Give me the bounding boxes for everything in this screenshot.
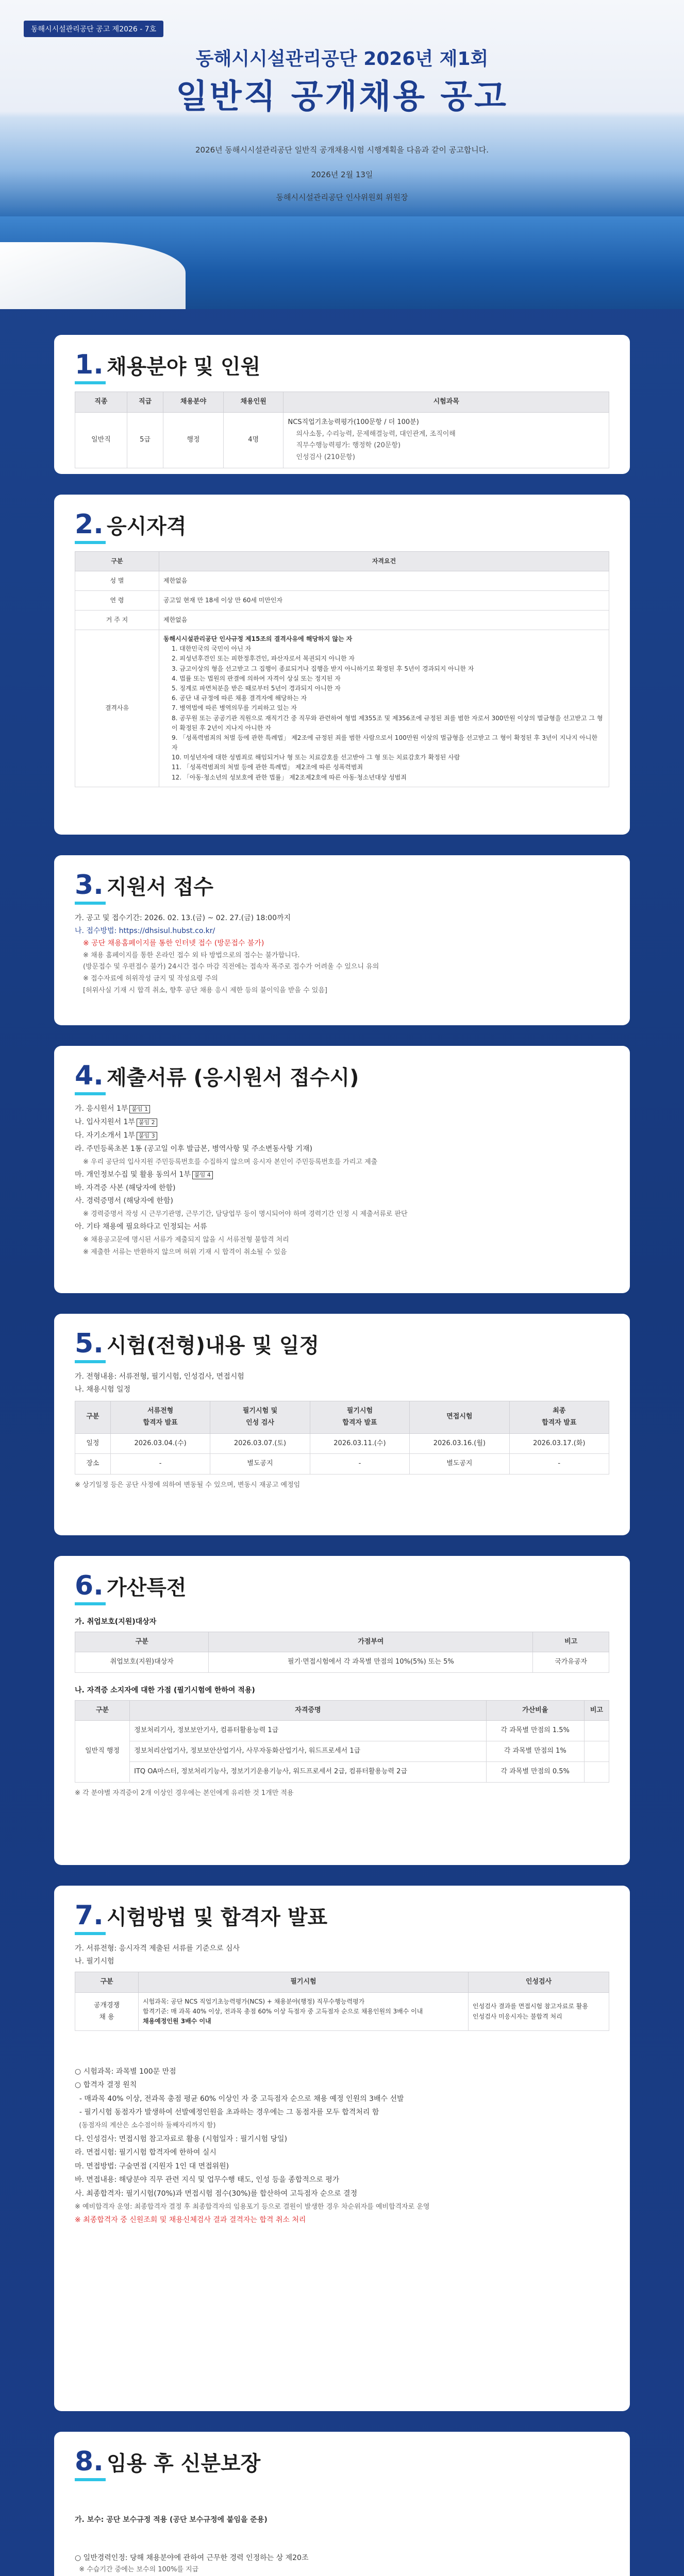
bonus-target-table: 구분 가점부여 비고 취업보호(지원)대상자 필기·면접시험에서 각 과목별 만점의 10%(5%) 또는 5% 국가유공자 [75, 1632, 609, 1673]
qualification-table: 구분 자격요건 성 별 제한없음 연 령 공고일 현재 만 18세 이상 만 60세 미만인자 거 주 지 제한없음 결격사유 동해시시설관리공단 인사규정 제15조의 결격사유에 해당하지 않는 자 1. 대한민국의 국민이 아닌 자 2. 피성년후견인 또는 피한정후견인, 파산자로서 복권되지 아니한 자 3. 금고이상의 형을 선고받고 그 집행이 종료되거나 집행을 받지 아니하기로 확정된 후 5년이 경과되지 아니한 자 4. 법률 또는 법원의 판결에 의하여 자격이 상실 또는 정지된 자 5. 징계로 파면처분을 받은 때로부터 5년이 경과되지 아니한 자 6. 공단 내 규정에 따른 채용 결격자에 해당하는 자 7. 병역법에 따른 병역의무를 기피하고 있는 자 8. 공무원 또는 공공기관 직원으로 재직기간 중 직무와 관련하여 형법 제355조 및 제356조에 규정된 죄를 범한 자로서 300만원 이상의 벌금형을 선고받고 그 형이 확정된 후 2년이 지나지 아니한 자 9. 「성폭력범죄의 처벌 등에 관한 특례법」 제2조에 규정된 죄를 범한 사람으로서 100만원 이상의 벌금형을 선고받고 그 형이 확정된 후 3년이 지나지 아니한 자 10. 미성년자에 대한 성범죄로 해임되거나 형 또는 치료감호를 선고받아 그 형 또는 치료감호가 확정된 사람 11. 「성폭력범죄의 처벌 등에 관한 특례법」 제2조에 따른 성폭력범죄 12. 「아동·청소년의 성보호에 관한 법률」 제2조제2호에 따른 아동·청소년대상 성범죄 [75, 551, 609, 787]
doc-item: 다. 자기소개서 1부 붙임 3 [75, 1129, 609, 1143]
section-documents: 4. 제출서류 (응시원서 접수시) 가. 응시원서 1부 붙임 1 나. 입사지원서 1부 붙임 2 다. 자기소개서 1부 붙임 3 라. 주민등록초본 1통 (공고일 이후 발급본, 병역사항 및 주소변동사항 기재) ※ 우리 공단의 입사지원 주민등록번호를 수집하지 않으며 응시자 본인이 주민등록번호를 가리고 제출 마. 개인정보수집 및 활용 동의서 1부 붙임 4 바. 자격증 사본 (해당자에 한함) 사. 경력증명서 (해당자에 한함) ※ 경력증명서 작성 시 근무기관명, 근무기간, 담당업무 등이 명시되어야 하며 경력기간 인정 시 제출서류로 판단 아. 기타 채용에 필요하다고 인정되는 서류 ※ 채용공고문에 명시된 서류가 제출되지 않을 시 서류전형 불합격 처리 ※ 제출한 서류는 반환하지 않으며 허위 기재 시 합격이 취소될 수 있음 [54, 1046, 630, 1293]
notice-number-tag: 동해시시설관리공단 공고 제2026 - 7호 [24, 21, 163, 37]
section-title: 4. 제출서류 (응시원서 접수시) [75, 1060, 359, 1091]
section-qualification [54, 495, 630, 835]
hero-org: 동해시시설관리공단 2026년 제1회 [195, 48, 489, 70]
section-title: 8. 임용 후 신분보장 [75, 2446, 260, 2477]
doc-item: 마. 개인정보수집 및 활용 동의서 1부 붙임 4 [75, 1168, 609, 1182]
exam-table: 구분 필기시험 인성검사 공개경쟁 채 용 시험과목: 공단 NCS 직업기초능력평가(NCS) + 채용분야(행정) 직무수행능력평가 합격기준: 매 과목 40% 이상, 전과목 총점 60% 이상 득점자 중 고득점자 순으로 채용인원의 3배수 이내 채용예정인원 3배수 이내 인성검사 결과를 면접시험 참고자료로 활용 인성검사 미응시자는 불합격 처리 [75, 1972, 609, 2031]
doc-item: 가. 응시원서 1부 붙임 1 [75, 1103, 609, 1116]
hero-title: 일반직 공개채용 공고 [176, 78, 508, 116]
section-recruit-field [54, 335, 630, 474]
section-application: 3. 지원서 접수 가. 공고 및 접수기간: 2026. 02. 13.(금) ~ 02. 27.(금) 18:00까지 나. 접수방법: https://dhsisul.hubst.co.kr/ ※ 공단 채용홈페이지를 통한 인터넷 접수 (방문접수 불가) ※ 채용 홈페이지를 통한 온라인 접수 외 타 방법으로의 접수는 불가합니다. (방문접수 및 우편접수 불가) 24시간 접수 마감 직전에는 접속자 폭주로 접수가 어려울 수 있으니 유의 ※ 접수자료에 허위작성 금지 및 작성요령 주의 [허위사실 기재 시 합격 취소, 향후 공단 채용 응시 제한 등의 불이익을 받을 수 있음] [54, 855, 630, 1025]
certificate-bonus-table: 구분 자격증명 가산비율 비고 일반직 행정 정보처리기사, 정보보안기사, 컴퓨터활용능력 1급 각 과목별 만점의 1.5% 정보처리산업기사, 정보보안산업기사, 사무자동화산업기사, 워드프로세서 1급 각 과목별 만점의 1% ITQ OA마스터, 정보처리기능사, 정보기기운용기능사, 워드프로세서 2급, 컴퓨터활용능력 2급 각 과목별 만점의 0.5% [75, 1700, 609, 1783]
section-title: 6. 가산특전 [75, 1570, 187, 1601]
doc-item: 라. 주민등록초본 1통 (공고일 이후 발급본, 병역사항 및 주소변동사항 기재) [75, 1144, 312, 1153]
hero-banner [0, 0, 684, 309]
section-schedule: 5. 시험(전형)내용 및 일정 가. 전형내용: 서류전형, 필기시험, 인성검사, 면접시험 나. 채용시험 일정 구분 서류전형 합격자 발표 필기시험 및 인성 검사 필기시험 합격자 발표 면접시험 최종 합격자 발표 일정 2026.03.04.(수) 2026.03.07.(토) 2026.03.11.(수) 2026.03.16.(월) 2026.03.17.(화) 장소 - 별도공지 - 별도공지 - ※ 상기일정 등은 공단 사정에 의하여 변동될 수 있으며, 변동시 재공고 예정임 [54, 1314, 630, 1535]
doc-item: 나. 입사지원서 1부 붙임 2 [75, 1116, 609, 1129]
schedule-table: 구분 서류전형 합격자 발표 필기시험 및 인성 검사 필기시험 합격자 발표 면접시험 최종 합격자 발표 일정 2026.03.04.(수) 2026.03.07.(토) 2026.03.11.(수) 2026.03.16.(월) 2026.03.17.(화) 장소 - 별도공지 - 별도공지 - [75, 1401, 609, 1475]
building-roof-image [0, 242, 186, 309]
section-title: 1. 채용분야 및 인원 [75, 349, 260, 380]
hero-signer: 동해시시설관리공단 인사위원회 위원장 [276, 193, 408, 202]
application-link[interactable]: 나. 접수방법: https://dhsisul.hubst.co.kr/ [75, 926, 215, 935]
application-period: 가. 공고 및 접수기간: 2026. 02. 13.(금) ~ 02. 27.(금) 18:00까지 [75, 914, 291, 922]
recruit-table: 직종 직급 채용분야 채용인원 시험과목 일반직 5급 행정 4명 NCS직업기초능력평가(100문항 / 더 100분) 의사소통, 수리능력, 문제해결능력, 대인관계, 조직이해 직무수행능력평가: 행정학 (20문항) 인성검사 (210문항) [75, 392, 609, 468]
section-title: 5. 시험(전형)내용 및 일정 [75, 1328, 319, 1359]
hero-date: 2026년 2월 13일 [311, 170, 373, 179]
section-title: 3. 지원서 접수 [75, 870, 213, 901]
hero-description: 2026년 동해시시설관리공단 일반직 공개채용시험 시행계획을 다음과 같이 공고합니다. [195, 145, 489, 155]
section-title: 7. 시험방법 및 합격자 발표 [75, 1900, 327, 1931]
section-exam-method: 7. 시험방법 및 합격자 발표 가. 서류전형: 응시자격 제출된 서류를 기준으로 심사 나. 필기시험 구분 필기시험 인성검사 공개경쟁 채 용 시험과목: 공단 NCS 직업기초능력평가(NCS) + 채용분야(행정) 직무수행능력평가 합격기준: 매 과목 40% 이상, 전과목 총점 60% 이상 득점자 중 고득점자 순으로 채용인원의 3배수 이내 채용예정인원 3배수 이내 인성검사 결과를 면접시험 참고자료로 활용 인성검사 미응시자는 불합격 처리 ○ 시험과목: 과목별 100문 만점 ○ 합격자 결정 원칙 - 매과목 40% 이상, 전과목 총점 평균 60% 이상인 자 중 고득점자 순으로 채용 예정 인원의 3배수 선발 - 필기시험 동점자가 발생하여 선발예정인원을 초과하는 경우에는 그 동점자를 모두 합격처리 함 (동점자의 계산은 소수점이하 둘째자리까지 함) 다. 인성검사: 면접시험 참고자료로 활용 (시험일자 : 필기시험 당일) 라. 면접시험: 필기시험 합격자에 한하여 실시 마. 면접방법: 구술면접 (지원자 1인 대 면접위원) 바. 면접내용: 해당분야 직무 관련 지식 및 업무수행 태도, 인성 등을 종합적으로 평가 사. 최종합격자: 필기시험(70%)과 면접시험 점수(30%)를 합산하여 고득점자 순으로 결정 ※ 예비합격자 운영: 최종합격자 결정 후 최종합격자의 임용포기 등으로 결원이 발생한 경우 차순위자를 예비합격자로 운영 ※ 최종합격자 중 신원조회 및 채용신체검사 결과 결격자는 합격 취소 처리 [54, 1886, 630, 2411]
section-title: 2. 응시자격 [75, 509, 187, 540]
section-bonus: 6. 가산특전 가. 취업보호(지원)대상자 구분 가점부여 비고 취업보호(지원)대상자 필기·면접시험에서 각 과목별 만점의 10%(5%) 또는 5% 국가유공자 나. 자격증 소지자에 대한 가점 (필기시험에 한하여 적용) 구분 자격증명 가산비율 비고 일반직 행정 정보처리기사, 정보보안기사, 컴퓨터활용능력 1급 각 과목별 만점의 1.5% 정보처리산업기사, 정보보안산업기사, 사무자동화산업기사, 워드프로세서 1급 각 과목별 만점의 1% ITQ OA마스터, 정보처리기능사, 정보기기운용기능사, 워드프로세서 2급, 컴퓨터활용능력 2급 각 과목별 만점의 0.5% ※ 각 분야별 자격증이 2개 이상인 경우에는 본인에게 유리한 것 1개만 적용 [54, 1556, 630, 1865]
section-status: 8. 임용 후 신분보장 가. 보수: 공단 보수규정 적용 (공단 보수규정에 붙임을 준용) ○ 일반경력인정: 당해 채용분야에 관하여 근무한 경력 인정하는 상 제20조 ※ 수습기간 중에는 보수의 100%를 지급 [54, 2432, 630, 2576]
